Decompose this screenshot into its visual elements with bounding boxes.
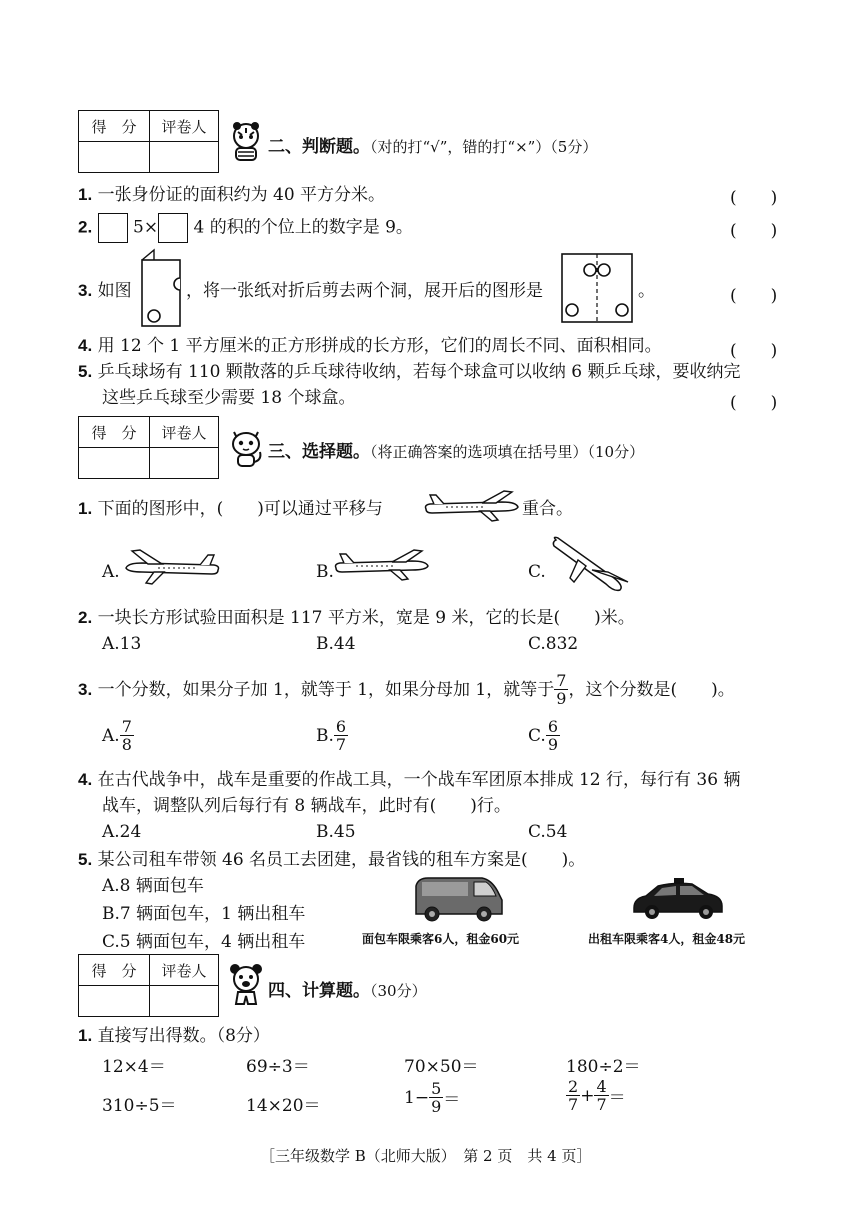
s3-q1-pre: 下面的图形中，( )可以通过平移与 (97, 499, 383, 519)
s3-q3-post: ，这个分数是( )。 (568, 679, 735, 700)
s3-q1-num: 1. (78, 499, 93, 518)
reviewer-label: 评卷人 (150, 955, 219, 986)
frac-den: 7 (596, 1095, 607, 1114)
s3-q4-option-b[interactable]: B.45 (316, 822, 356, 842)
frac-den: 9 (547, 735, 558, 754)
score-cell[interactable] (79, 448, 150, 479)
page-footer: ［三年级数学 B（北师大版） 第 2 页 共 4 页］ (260, 1147, 592, 1165)
calc-8[interactable] (566, 1078, 626, 1113)
s2-q3-pre: 如图 (97, 281, 132, 301)
frac-num: 6 (335, 717, 347, 736)
section3-heading (268, 437, 644, 462)
s2-q1-num: 1. (78, 185, 93, 204)
s2-q2-text: 4 的积的个位上的数字是 9。 (193, 217, 413, 238)
s3-q5-option-b[interactable]: B.7 辆面包车，1 辆出租车 (102, 904, 306, 924)
calc-7-post: ＝ (443, 1090, 461, 1110)
s2-q5-num: 5. (78, 362, 93, 381)
s2-q1 (78, 183, 385, 207)
reviewer-label: 评卷人 (150, 111, 219, 142)
s3-q2-option-a[interactable]: A.13 (102, 634, 142, 654)
reviewer-cell[interactable] (150, 142, 219, 173)
reviewer-cell[interactable] (150, 448, 219, 479)
option-label: B. (316, 725, 334, 746)
airplane-option-c-icon (548, 534, 634, 594)
folded-paper-figure (140, 248, 184, 330)
s4-q1-num: 1. (78, 1026, 93, 1045)
option-label: A. (102, 725, 120, 746)
s3-q4-num: 4. (78, 770, 93, 789)
blank-box-1[interactable] (98, 213, 128, 243)
score-cell[interactable] (79, 142, 150, 173)
option-fraction (334, 718, 348, 753)
calc-5[interactable]: 310÷5＝ (102, 1096, 177, 1116)
unfolded-paper-figure (560, 252, 636, 326)
frac-num: 7 (121, 717, 132, 736)
s2-q5-answer[interactable]: ( ) (730, 393, 778, 413)
fraction-five-ninths (429, 1080, 443, 1115)
s3-q5-num: 5. (78, 850, 93, 869)
option-fraction (546, 718, 560, 753)
s3-q2 (78, 606, 635, 630)
score-table-1 (78, 110, 219, 173)
score-table-2 (78, 416, 219, 479)
s3-q2-num: 2. (78, 608, 93, 627)
s3-q2-option-c[interactable]: C.832 (528, 634, 579, 654)
s3-q2-text: 一块长方形试验田面积是 117 平方米，宽是 9 米，它的长是( )米。 (97, 608, 635, 628)
s2-q1-answer[interactable]: ( ) (730, 188, 778, 208)
s3-q5 (78, 848, 585, 872)
option-fraction (120, 718, 134, 753)
s3-q1-option-b[interactable]: B. (316, 562, 334, 582)
s3-q3-option-a[interactable] (102, 718, 134, 753)
s3-q3-option-b[interactable] (316, 718, 348, 753)
frac-num: 2 (568, 1077, 579, 1096)
calc-6[interactable]: 14×20＝ (246, 1096, 321, 1116)
airplane-option-a-icon (118, 546, 222, 586)
s2-q2-answer[interactable]: ( ) (730, 221, 778, 241)
frac-num: 5 (431, 1079, 442, 1098)
score-table-3 (78, 954, 219, 1017)
fraction-four-sevenths (594, 1078, 608, 1113)
s3-q1 (78, 497, 383, 521)
s3-q4-line2: 战车，调整队列后每行有 8 辆战车，此时有( )行。 (102, 796, 511, 816)
calc-7[interactable] (404, 1080, 460, 1115)
frac-num: 7 (556, 671, 567, 690)
s2-q4-text: 用 12 个 1 平方厘米的正方形拼成的长方形，它们的周长不同、面积相同。 (97, 336, 662, 356)
plus-sign: + (580, 1085, 595, 1106)
calc-1[interactable]: 12×4＝ (102, 1057, 166, 1077)
s3-q3 (78, 672, 735, 707)
s3-q4-option-c[interactable]: C.54 (528, 822, 568, 842)
s2-q1-text: 一张身份证的面积约为 40 平方分米。 (97, 185, 386, 205)
frac-den: 9 (431, 1097, 442, 1116)
s3-q1-option-a[interactable]: A. (102, 562, 120, 582)
frac-num: 6 (547, 717, 558, 736)
section3-title: 三、选择题。 (268, 442, 370, 462)
frac-den: 9 (556, 689, 567, 708)
s2-q3-answer[interactable]: ( ) (730, 286, 778, 306)
s3-q4-line1 (78, 768, 740, 792)
s2-q4 (78, 334, 662, 358)
s3-q5-text: 某公司租车带领 46 名员工去团建，最省钱的租车方案是( )。 (97, 850, 586, 870)
s3-q4-option-a[interactable]: A.24 (102, 822, 142, 842)
frac-num: 4 (596, 1077, 607, 1096)
s3-q4-text-1: 在古代战争中，战车是重要的作战工具，一个战车军团原本排成 12 行，每行有 36 辆 (97, 770, 741, 790)
s2-q3 (78, 279, 132, 303)
score-label: 得 分 (79, 417, 150, 448)
s3-q2-option-b[interactable]: B.44 (316, 634, 356, 654)
s2-q5-text-1: 乒乓球场有 110 颗散落的乒乓球待收纳，若每个球盒可以收纳 6 颗乒乓球，要收纳完 (97, 362, 741, 382)
taxi-caption: 出租车限乘客4人，租金48元 (588, 932, 746, 946)
score-label: 得 分 (79, 111, 150, 142)
section4-note: （30分） (370, 982, 427, 1000)
airplane-option-b-icon (332, 546, 432, 584)
score-cell[interactable] (79, 986, 150, 1017)
airplane-reference-icon (422, 489, 522, 523)
frac-den: 7 (335, 735, 347, 754)
section4-heading (268, 976, 427, 1001)
s2-q2-num: 2. (78, 217, 93, 237)
calc-3[interactable]: 70×50＝ (404, 1057, 479, 1077)
fraction-seven-ninths (554, 672, 568, 707)
van-image-icon (412, 872, 506, 924)
s2-q4-answer[interactable]: ( ) (730, 341, 778, 361)
calc-7-pre: 1− (404, 1087, 430, 1108)
s3-q1-option-c[interactable]: C. (528, 562, 546, 582)
s2-q3-post: 。 (638, 281, 655, 301)
van-caption: 面包车限乘客6人，租金60元 (362, 932, 520, 946)
s3-q3-pre: 一个分数，如果分子加 1，就等于 1，如果分母加 1，就等于 (97, 679, 555, 700)
s3-q3-num: 3. (78, 679, 93, 699)
score-label: 得 分 (79, 955, 150, 986)
taxi-image-icon (630, 876, 726, 922)
s2-q3-num: 3. (78, 281, 93, 300)
s2-q5-line1 (78, 360, 740, 384)
section2-title: 二、判断题。 (268, 137, 370, 157)
blank-box-2[interactable] (158, 213, 188, 243)
s3-q5-option-a[interactable]: A.8 辆面包车 (102, 876, 204, 896)
section2-heading (268, 132, 597, 157)
tiger-mascot-icon (226, 120, 266, 162)
s2-q4-num: 4. (78, 336, 93, 355)
section4-title: 四、计算题。 (268, 981, 370, 1001)
s3-q1-post: 重合。 (522, 499, 573, 519)
s2-q5-line2: 这些乒乓球至少需要 18 个球盒。 (102, 388, 356, 408)
s2-q3-mid: ，将一张纸对折后剪去两个洞，展开后的图形是 (186, 281, 543, 301)
cat-mascot-icon (226, 426, 266, 468)
reviewer-label: 评卷人 (150, 417, 219, 448)
calc-2[interactable]: 69÷3＝ (246, 1057, 310, 1077)
s3-q5-option-c[interactable]: C.5 辆面包车，4 辆出租车 (102, 932, 306, 952)
reviewer-cell[interactable] (150, 986, 219, 1017)
calc-8-post: ＝ (608, 1088, 626, 1108)
s3-q3-option-c[interactable] (528, 718, 560, 753)
s4-q1 (78, 1024, 270, 1048)
calc-4[interactable]: 180÷2＝ (566, 1057, 641, 1077)
section2-note: （对的打“√”，错的打“×”）（5分） (370, 138, 598, 156)
s2-q2-mid: 5× (133, 217, 159, 238)
bear-mascot-icon (226, 962, 266, 1008)
s4-q1-text: 直接写出得数。（8分） (97, 1026, 270, 1046)
option-label: C. (528, 725, 546, 746)
frac-den: 8 (121, 735, 132, 754)
section3-note: （将正确答案的选项填在括号里）（10分） (370, 443, 645, 461)
frac-den: 7 (568, 1095, 579, 1114)
fraction-two-sevenths (566, 1078, 580, 1113)
s2-q2 (78, 213, 413, 243)
